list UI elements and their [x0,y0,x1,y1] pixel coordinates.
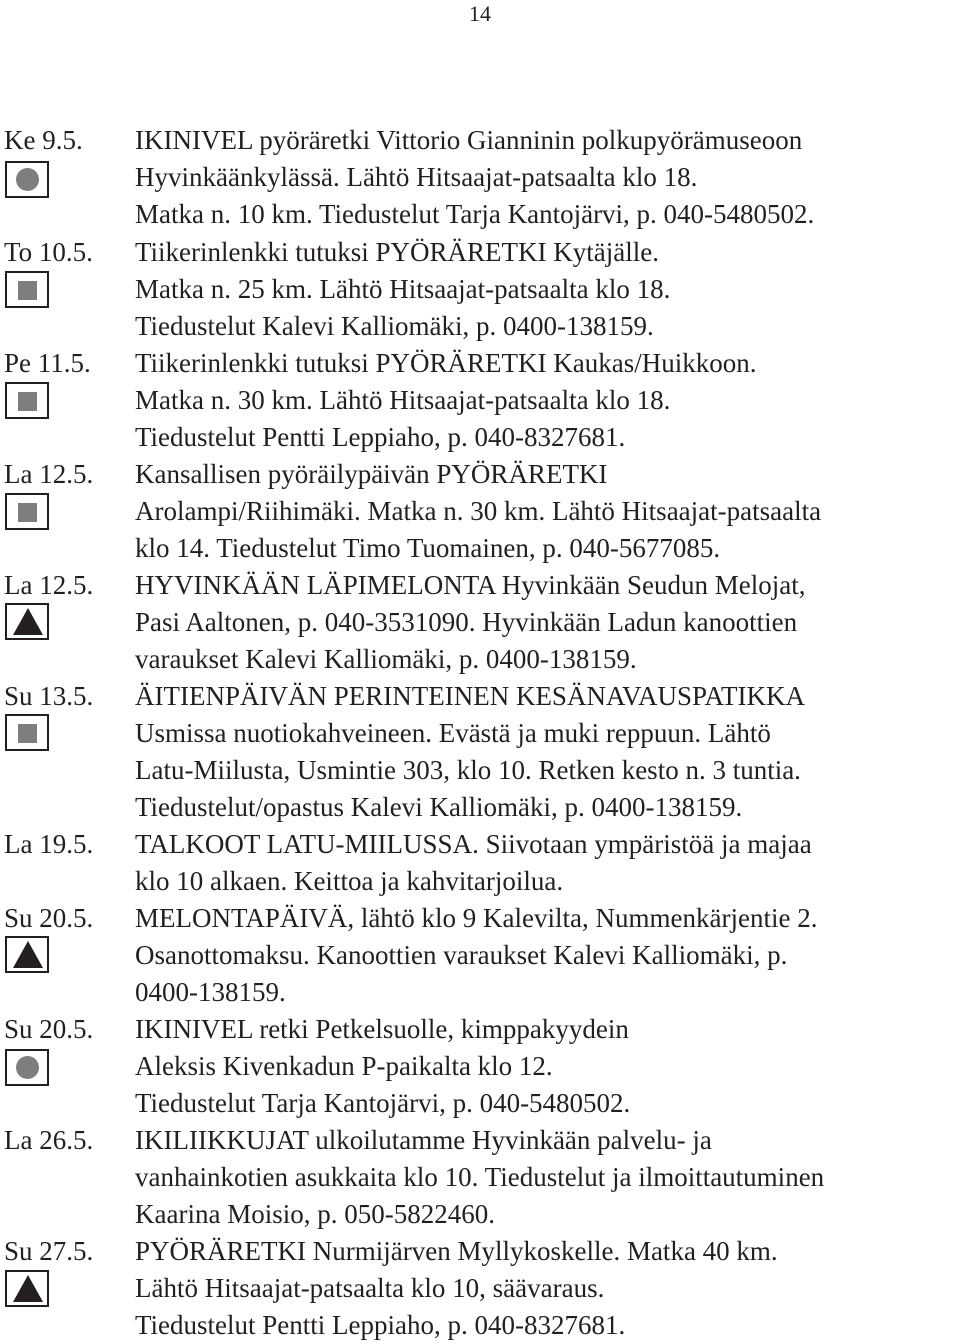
event-date: Su 20.5. [4,903,94,933]
circle-shape [16,168,39,191]
event-description-line: Lähtö Hitsaajat-patsaalta klo 10, säävaraus. [135,1273,605,1303]
square-icon [5,271,49,308]
event-description-line: 0400-138159. [135,977,286,1007]
square-icon [5,382,49,419]
event-description-line: Matka n. 30 km. Lähtö Hitsaajat-patsaalta klo 18. [135,385,671,415]
event-description-line: Latu-Miilusta, Usmintie 303, klo 10. Retken kesto n. 3 tuntia. [135,755,801,785]
event-description-line: ÄITIENPÄIVÄN PERINTEINEN KESÄNAVAUSPATIKKA [135,681,806,711]
event-description-line: Usmissa nuotiokahveineen. Evästä ja muki reppuun. Lähtö [135,718,771,748]
event-description-line: Matka n. 25 km. Lähtö Hitsaajat-patsaalta klo 18. [135,274,671,304]
event-description-line: Tiikerinlenkki tutuksi PYÖRÄRETKI Kaukas/Huikkoon. [135,348,757,378]
event-description-line: Matka n. 10 km. Tiedustelut Tarja Kantojärvi, p. 040-5480502. [135,199,815,229]
square-shape [18,724,37,743]
triangle-icon [5,603,49,640]
triangle-icon [5,936,49,973]
event-date: Su 20.5. [4,1014,94,1044]
page-number: 14 [469,1,491,26]
triangle-icon [5,1270,49,1307]
event-date: La 12.5. [4,570,94,600]
triangle-shape [13,608,43,635]
event-description-line: Hyvinkäänkylässä. Lähtö Hitsaajat-patsaalta klo 18. [135,162,698,192]
event-description-line: Tiedustelut/opastus Kalevi Kalliomäki, p. 0400-138159. [135,792,743,822]
event-description-line: Aleksis Kivenkadun P-paikalta klo 12. [135,1051,553,1081]
event-description-line: Arolampi/Riihimäki. Matka n. 30 km. Lähtö Hitsaajat-patsaalta [135,496,822,526]
event-date: Su 27.5. [4,1236,94,1266]
event-description-line: Tiedustelut Pentti Leppiaho, p. 040-8327681. [135,1310,626,1340]
triangle-shape [13,941,43,968]
event-description-line: PYÖRÄRETKI Nurmijärven Myllykoskelle. Matka 40 km. [135,1236,778,1266]
triangle-shape [13,1275,43,1302]
event-date: La 26.5. [4,1125,94,1155]
square-shape [18,281,37,300]
square-icon [5,714,49,751]
event-description-line: TALKOOT LATU-MIILUSSA. Siivotaan ympäristöä ja majaa [135,829,812,859]
event-description-line: Tiedustelut Pentti Leppiaho, p. 040-8327681. [135,422,626,452]
event-description-line: IKILIIKKUJAT ulkoilutamme Hyvinkään palvelu- ja [135,1125,712,1155]
event-description-line: Tiedustelut Tarja Kantojärvi, p. 040-5480502. [135,1088,631,1118]
event-description-line: Tiedustelut Kalevi Kalliomäki, p. 0400-138159. [135,311,654,341]
event-description-line: Pasi Aaltonen, p. 040-3531090. Hyvinkään Ladun kanoottien [135,607,798,637]
event-description-line: Tiikerinlenkki tutuksi PYÖRÄRETKI Kytäjälle. [135,237,659,267]
event-description-line: klo 14. Tiedustelut Timo Tuomainen, p. 040-5677085. [135,533,721,563]
event-description-line: Osanottomaksu. Kanoottien varaukset Kalevi Kalliomäki, p. [135,940,788,970]
square-shape [18,392,37,411]
event-date: To 10.5. [4,237,93,267]
circle-shape [16,1056,39,1079]
square-icon [5,493,49,530]
event-description-line: IKINIVEL pyöräretki Vittorio Gianninin polkupyörämuseoon [135,125,803,155]
event-description-line: vanhainkotien asukkaita klo 10. Tiedustelut ja ilmoittautuminen [135,1162,825,1192]
event-description-line: Kaarina Moisio, p. 050-5822460. [135,1199,495,1229]
circle-icon [5,1049,49,1086]
square-shape [18,503,37,522]
circle-icon [5,161,49,198]
event-date: La 19.5. [4,829,94,859]
event-description-line: MELONTAPÄIVÄ, lähtö klo 9 Kalevilta, Nummenkärjentie 2. [135,903,818,933]
event-date: Pe 11.5. [4,348,91,378]
event-description-line: Kansallisen pyöräilypäivän PYÖRÄRETKI [135,459,608,489]
event-date: Su 13.5. [4,681,94,711]
event-description-line: klo 10 alkaen. Keittoa ja kahvitarjoilua. [135,866,564,896]
event-description-line: IKINIVEL retki Petkelsuolle, kimppakyydein [135,1014,629,1044]
event-description-line: HYVINKÄÄN LÄPIMELONTA Hyvinkään Seudun Melojat, [135,570,806,600]
event-date: Ke 9.5. [4,125,83,155]
event-description-line: varaukset Kalevi Kalliomäki, p. 0400-138159. [135,644,637,674]
event-date: La 12.5. [4,459,94,489]
